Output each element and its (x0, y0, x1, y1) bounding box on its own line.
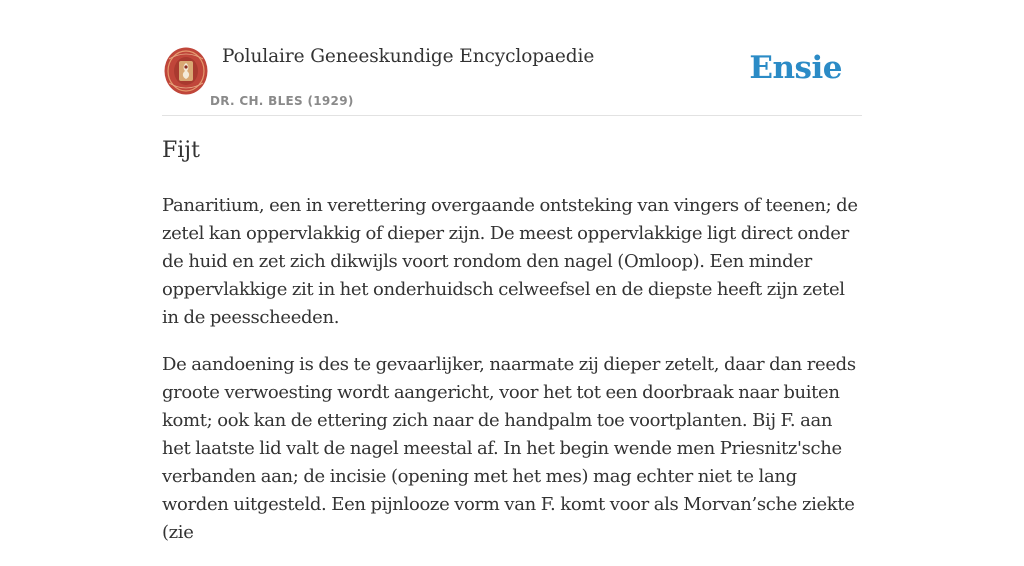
brand-logo-link[interactable]: Ensie (749, 50, 842, 86)
book-cover-emblem-icon[interactable] (164, 47, 208, 95)
entry-body (162, 192, 862, 566)
page-header (162, 40, 862, 116)
entry-title: Fijt (162, 138, 200, 163)
entry-paragraph: Panaritium, een in verettering overgaande ontsteking van vingers of teenen; de zetel kan oppervlakkig of dieper zijn. De meest oppervlakkige ligt direct onder de huid en zet zich dikwijls voort rondom den nagel (Omloop). Een minder oppervlakkige zit in het onderhuidsch celweefsel en de diepste heeft zijn zetel in de peesscheeden. (162, 195, 858, 328)
entry-paragraph: De aandoening is des te gevaarlijker, naarmate zij dieper zetelt, daar dan reeds groote verwoesting wordt aangericht, voor het tot een doorbraak naar buiten komt; ook kan de ettering zich naar de handpalm toe voortplanten. Bij F. aan het laatste lid valt de nagel meestal af. In het begin wende men Priesnitz'sche verbanden aan; de incisie (opening met het mes) mag echter niet te lang worden uitgesteld. Een pijnlooze vorm van F. komt voor als Morvan’sche ziekte (zie (162, 354, 856, 543)
book-title[interactable]: Polulaire Geneeskundige Encyclopaedie (222, 46, 595, 67)
book-author: DR. CH. BLES (1929) (210, 94, 354, 108)
